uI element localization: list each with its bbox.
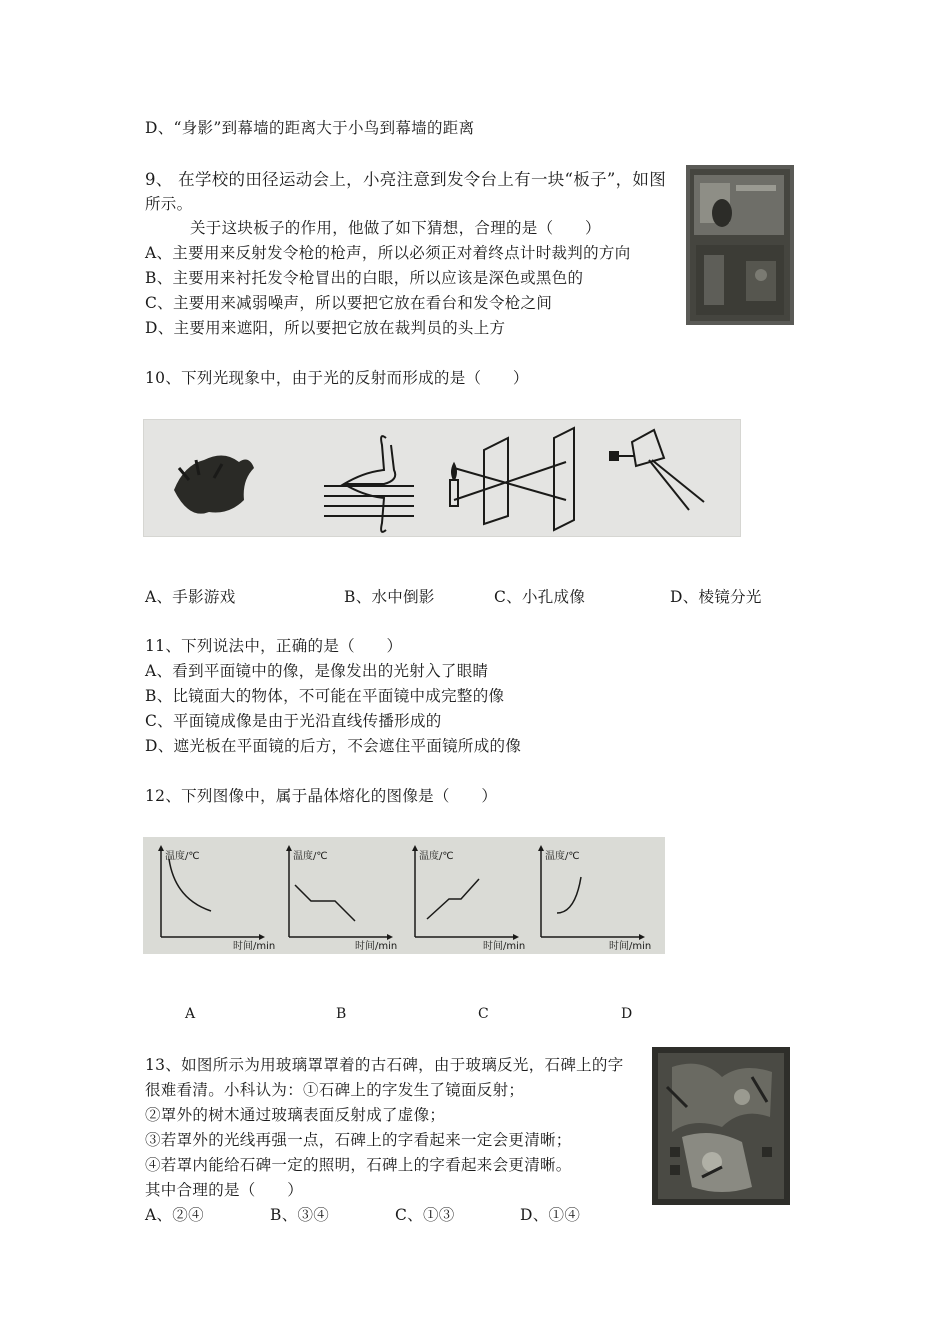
q13-line3: ②罩外的树木通过玻璃表面反射成了虚像； — [145, 1106, 446, 1124]
q10-option-c: C、小孔成像 — [494, 588, 586, 606]
q11-option-d: D、遮光板在平面镜的后方，不会遮住平面镜所成的像 — [145, 737, 522, 755]
q11-option-a: A、看到平面镜中的像，是像发出的光射入了眼睛 — [145, 662, 489, 680]
q10-stem: 10、下列光现象中，由于光的反射而形成的是（ ） — [145, 369, 529, 387]
q13-line1: 13、如图所示为用玻璃罩罩着的古石碑，由于玻璃反光，石碑上的字 — [145, 1056, 624, 1074]
graph-c-ylabel: 温度/℃ — [419, 851, 454, 862]
q13-option-b: B、③④ — [270, 1206, 330, 1224]
q12-graph-strip — [143, 837, 665, 954]
q13-line2: 很难看清。小科认为：①石碑上的字发生了镜面反射； — [145, 1081, 525, 1099]
q13-option-c: C、①③ — [395, 1206, 455, 1224]
water-reflection-figure — [324, 436, 414, 532]
graph-d — [538, 845, 651, 952]
graph-b-ylabel: 温度/℃ — [293, 851, 328, 862]
q13-option-a: A、②④ — [145, 1206, 204, 1224]
q11-option-b: B、比镜面大的物体，不可能在平面镜中成完整的像 — [145, 687, 505, 705]
q12-option-a: A — [185, 1006, 196, 1022]
q13-stone-tablet-photo — [652, 1047, 790, 1205]
graph-b-xlabel: 时间/min — [355, 941, 398, 952]
q11-stem: 11、下列说法中，正确的是（ ） — [145, 637, 403, 655]
graph-a — [158, 845, 275, 952]
q10-figure-strip — [143, 419, 741, 537]
q10-option-a: A、手影游戏 — [145, 588, 236, 606]
graph-a-xlabel: 时间/min — [233, 941, 276, 952]
prism-figure — [610, 430, 704, 510]
q13-line6: 其中合理的是（ ） — [145, 1181, 304, 1199]
q12-option-b: B — [336, 1006, 347, 1022]
hand-shadow-figure — [174, 455, 254, 513]
q9-option-b: B、主要用来衬托发令枪冒出的白眼，所以应该是深色或黑色的 — [145, 269, 584, 287]
q8-option-d: D、“身影”到幕墙的距离大于小鸟到幕墙的距离 — [145, 119, 475, 137]
q13-line4: ③若罩外的光线再强一点，石碑上的字看起来一定会更清晰； — [145, 1131, 572, 1149]
q11-option-c: C、平面镜成像是由于光沿直线传播形成的 — [145, 712, 442, 730]
graph-c-xlabel: 时间/min — [483, 941, 526, 952]
q9-option-d: D、主要用来遮阳，所以要把它放在裁判员的头上方 — [145, 319, 506, 337]
graph-d-ylabel: 温度/℃ — [545, 851, 580, 862]
pinhole-figure — [450, 428, 574, 530]
q9-option-a: A、主要用来反射发令枪的枪声，所以必须正对着终点计时裁判的方向 — [145, 244, 631, 262]
q13-option-d: D、①④ — [520, 1206, 581, 1224]
graph-a-ylabel: 温度/℃ — [165, 851, 200, 862]
q9-board-photo — [686, 165, 794, 325]
q12-option-c: C — [478, 1006, 489, 1022]
graph-d-xlabel: 时间/min — [609, 941, 652, 952]
q9-option-c: C、主要用来减弱噪声，所以要把它放在看台和发令枪之间 — [145, 294, 553, 312]
q12-option-d: D — [621, 1006, 633, 1022]
q9-stem-line3: 关于这块板子的作用，他做了如下猜想，合理的是（ ） — [190, 219, 601, 237]
graph-b — [286, 845, 397, 952]
graph-c — [412, 845, 525, 952]
q10-option-d: D、棱镜分光 — [670, 588, 762, 606]
q13-line5: ④若罩内能给石碑一定的照明，石碑上的字看起来会更清晰。 — [145, 1156, 572, 1174]
q9-stem-line2: 所示。 — [145, 195, 193, 213]
q9-stem-line1: 9、 在学校的田径运动会上，小亮注意到发令台上有一块“板子”，如图 — [145, 170, 667, 189]
q12-stem: 12、下列图像中，属于晶体熔化的图像是（ ） — [145, 787, 498, 805]
q10-option-b: B、水中倒影 — [344, 588, 435, 606]
